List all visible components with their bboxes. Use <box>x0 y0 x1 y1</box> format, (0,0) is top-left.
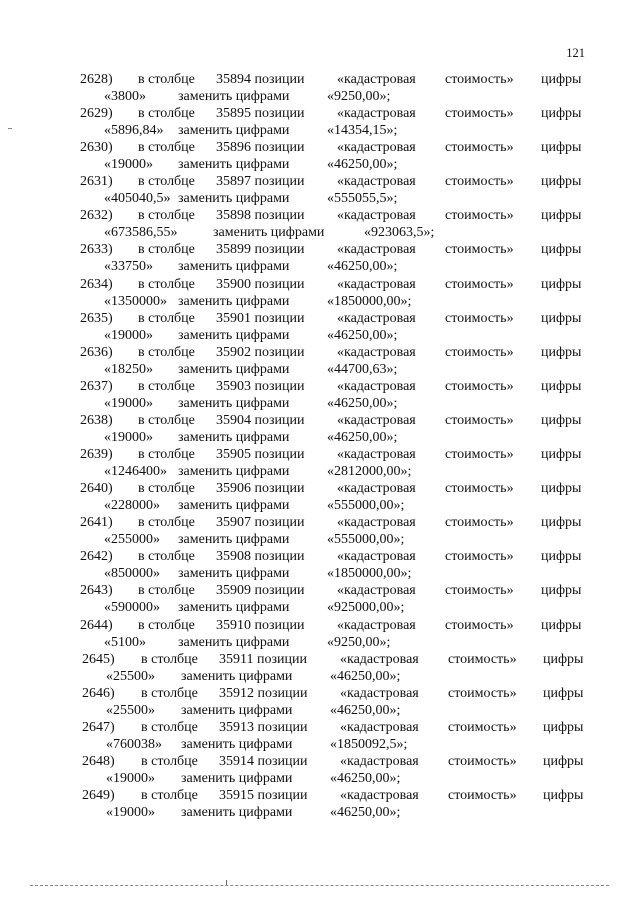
amendment-item <box>0 686 639 720</box>
amendment-item <box>0 174 639 208</box>
replace-phrase: заменить цифрами <box>178 191 290 207</box>
column-phrase: в столбце <box>138 276 195 292</box>
old-value: «850000» <box>104 566 160 582</box>
replace-phrase: заменить цифрами <box>178 429 290 445</box>
item-number: 2630) <box>80 140 113 156</box>
position-code: 35894 позиции <box>216 72 305 87</box>
column-phrase: в столбце <box>138 549 195 565</box>
item-number: 2641) <box>80 515 113 531</box>
field-name-start: «кадастровая <box>337 276 416 292</box>
column-phrase: в столбце <box>141 753 198 769</box>
field-name-end: стоимость» <box>445 447 514 463</box>
old-value: «19000» <box>106 770 155 786</box>
item-number: 2632) <box>80 208 113 224</box>
old-value: «255000» <box>104 532 160 548</box>
field-name-start: «кадастровая <box>337 242 416 258</box>
field-name-end: стоимость» <box>445 276 514 292</box>
digits-word: цифры <box>541 242 582 258</box>
position-code: 35903 позиции <box>216 378 305 394</box>
replace-phrase: заменить цифрами <box>178 395 290 411</box>
field-name-start: «кадастровая <box>340 685 419 701</box>
field-name-start: «кадастровая <box>337 412 416 428</box>
new-value: «46250,00»; <box>330 702 401 718</box>
position-code: 35910 позиции <box>216 617 305 633</box>
field-name-end: стоимость» <box>448 719 517 735</box>
page-number: 121 <box>566 46 585 60</box>
digits-word: цифры <box>543 719 584 735</box>
amendment-item <box>0 788 639 822</box>
field-name-start: «кадастровая <box>337 481 416 497</box>
digits-word: цифры <box>543 685 584 701</box>
amendment-item <box>0 481 639 515</box>
column-phrase: в столбце <box>138 140 195 156</box>
column-phrase: в столбце <box>141 651 198 667</box>
field-name-start: «кадастровая <box>337 378 416 394</box>
item-number: 2629) <box>80 106 113 122</box>
amendment-item <box>0 106 639 140</box>
item-number: 2638) <box>80 412 113 428</box>
field-name-start: «кадастровая <box>340 787 419 803</box>
amendment-item <box>0 618 639 652</box>
field-name-start: «кадастровая <box>340 753 419 769</box>
old-value: «228000» <box>104 498 160 514</box>
item-number: 2645) <box>82 651 115 667</box>
replace-phrase: заменить цифрами <box>181 804 293 820</box>
field-name-end: стоимость» <box>448 787 517 803</box>
replace-phrase: заменить цифрами <box>178 123 290 139</box>
replace-phrase: заменить цифрами <box>178 293 290 309</box>
field-name-start: «кадастровая <box>340 719 419 735</box>
digits-word: цифры <box>541 617 582 633</box>
amendment-item <box>0 515 639 549</box>
item-number: 2646) <box>82 685 115 701</box>
amendment-item <box>0 379 639 413</box>
item-number: 2628) <box>80 72 113 87</box>
amendment-item <box>0 754 639 788</box>
amendment-item <box>0 720 639 754</box>
old-value: «25500» <box>106 668 155 684</box>
new-value: «1850000,00»; <box>327 293 412 309</box>
item-number: 2633) <box>80 242 113 258</box>
new-value: «44700,63»; <box>327 361 398 377</box>
new-value: «46250,00»; <box>330 804 401 820</box>
position-code: 35899 позиции <box>216 242 305 258</box>
field-name-end: стоимость» <box>448 651 517 667</box>
new-value: «14354,15»; <box>327 123 398 139</box>
item-number: 2639) <box>80 447 113 463</box>
amendment-item <box>0 311 639 345</box>
column-phrase: в столбце <box>138 208 195 224</box>
column-phrase: в столбце <box>138 310 195 326</box>
position-code: 35902 позиции <box>216 344 305 360</box>
digits-word: цифры <box>543 753 584 769</box>
position-code: 35908 позиции <box>216 549 305 565</box>
old-value: «19000» <box>104 157 153 173</box>
position-code: 35909 позиции <box>216 583 305 599</box>
new-value: «923063,5»; <box>364 225 435 241</box>
replace-phrase: заменить цифрами <box>178 361 290 377</box>
field-name-end: стоимость» <box>445 549 514 565</box>
digits-word: цифры <box>541 447 582 463</box>
digits-word: цифры <box>541 583 582 599</box>
new-value: «1850092,5»; <box>330 736 408 752</box>
column-phrase: в столбце <box>138 481 195 497</box>
amendment-list <box>0 72 639 822</box>
new-value: «46250,00»; <box>327 395 398 411</box>
old-value: «3800» <box>104 89 146 104</box>
field-name-end: стоимость» <box>445 583 514 599</box>
column-phrase: в столбце <box>138 174 195 190</box>
digits-word: цифры <box>541 72 582 87</box>
amendment-item <box>0 583 639 617</box>
field-name-start: «кадастровая <box>337 106 416 122</box>
field-name-start: «кадастровая <box>337 344 416 360</box>
position-code: 35901 позиции <box>216 310 305 326</box>
digits-word: цифры <box>541 310 582 326</box>
amendment-item <box>0 140 639 174</box>
item-number: 2642) <box>80 549 113 565</box>
amendment-item <box>0 242 639 276</box>
column-phrase: в столбце <box>138 72 195 87</box>
digits-word: цифры <box>541 515 582 531</box>
amendment-item <box>0 345 639 379</box>
field-name-end: стоимость» <box>445 481 514 497</box>
digits-word: цифры <box>541 208 582 224</box>
field-name-end: стоимость» <box>445 242 514 258</box>
old-value: «18250» <box>104 361 153 377</box>
old-value: «19000» <box>104 395 153 411</box>
field-name-end: стоимость» <box>445 140 514 156</box>
position-code: 35915 позиции <box>219 787 308 803</box>
replace-phrase: заменить цифрами <box>181 736 293 752</box>
position-code: 35914 позиции <box>219 753 308 769</box>
digits-word: цифры <box>541 549 582 565</box>
digits-word: цифры <box>541 412 582 428</box>
replace-phrase: заменить цифрами <box>178 600 290 616</box>
replace-phrase: заменить цифрами <box>178 259 290 275</box>
position-code: 35913 позиции <box>219 719 308 735</box>
position-code: 35912 позиции <box>219 685 308 701</box>
new-value: «555055,5»; <box>327 191 398 207</box>
amendment-item <box>0 447 639 481</box>
field-name-end: стоимость» <box>445 72 514 87</box>
column-phrase: в столбце <box>138 583 195 599</box>
field-name-start: «кадастровая <box>337 583 416 599</box>
position-code: 35895 позиции <box>216 106 305 122</box>
amendment-item <box>0 549 639 583</box>
field-name-end: стоимость» <box>448 685 517 701</box>
item-number: 2635) <box>80 310 113 326</box>
scan-edge-line <box>30 885 609 886</box>
old-value: «25500» <box>106 702 155 718</box>
new-value: «2812000,00»; <box>327 464 412 480</box>
new-value: «46250,00»; <box>327 429 398 445</box>
replace-phrase: заменить цифрами <box>213 225 325 241</box>
field-name-end: стоимость» <box>448 753 517 769</box>
field-name-end: стоимость» <box>445 412 514 428</box>
item-number: 2631) <box>80 174 113 190</box>
replace-phrase: заменить цифрами <box>178 634 290 650</box>
replace-phrase: заменить цифрами <box>178 157 290 173</box>
field-name-start: «кадастровая <box>337 174 416 190</box>
replace-phrase: заменить цифрами <box>181 770 293 786</box>
new-value: «46250,00»; <box>330 668 401 684</box>
field-name-start: «кадастровая <box>337 140 416 156</box>
position-code: 35900 позиции <box>216 276 305 292</box>
field-name-end: стоимость» <box>445 617 514 633</box>
digits-word: цифры <box>541 106 582 122</box>
old-value: «760038» <box>106 736 162 752</box>
new-value: «46250,00»; <box>327 259 398 275</box>
amendment-item <box>0 72 639 106</box>
new-value: «925000,00»; <box>327 600 405 616</box>
item-number: 2647) <box>82 719 115 735</box>
field-name-end: стоимость» <box>445 378 514 394</box>
column-phrase: в столбце <box>138 378 195 394</box>
field-name-start: «кадастровая <box>337 72 416 87</box>
position-code: 35897 позиции <box>216 174 305 190</box>
item-number: 2634) <box>80 276 113 292</box>
replace-phrase: заменить цифрами <box>178 464 290 480</box>
old-value: «1246400» <box>104 464 167 480</box>
column-phrase: в столбце <box>141 787 198 803</box>
field-name-end: стоимость» <box>445 310 514 326</box>
replace-phrase: заменить цифрами <box>178 532 290 548</box>
amendment-item <box>0 208 639 242</box>
new-value: «46250,00»; <box>327 327 398 343</box>
position-code: 35907 позиции <box>216 515 305 531</box>
old-value: «405040,5» <box>104 191 171 207</box>
replace-phrase: заменить цифрами <box>178 498 290 514</box>
field-name-end: стоимость» <box>445 515 514 531</box>
scan-edge-tick <box>226 880 227 885</box>
new-value: «9250,00»; <box>327 89 391 104</box>
replace-phrase: заменить цифрами <box>178 566 290 582</box>
position-code: 35904 позиции <box>216 412 305 428</box>
new-value: «46250,00»; <box>327 157 398 173</box>
field-name-end: стоимость» <box>445 344 514 360</box>
new-value: «555000,00»; <box>327 532 405 548</box>
replace-phrase: заменить цифрами <box>178 327 290 343</box>
position-code: 35911 позиции <box>219 651 307 667</box>
digits-word: цифры <box>541 378 582 394</box>
column-phrase: в столбце <box>138 344 195 360</box>
amendment-item <box>0 652 639 686</box>
column-phrase: в столбце <box>138 242 195 258</box>
position-code: 35906 позиции <box>216 481 305 497</box>
new-value: «46250,00»; <box>330 770 401 786</box>
item-number: 2636) <box>80 344 113 360</box>
new-value: «1850000,00»; <box>327 566 412 582</box>
new-value: «555000,00»; <box>327 498 405 514</box>
field-name-end: стоимость» <box>445 106 514 122</box>
field-name-start: «кадастровая <box>337 515 416 531</box>
digits-word: цифры <box>541 276 582 292</box>
digits-word: цифры <box>541 481 582 497</box>
column-phrase: в столбце <box>138 447 195 463</box>
replace-phrase: заменить цифрами <box>181 702 293 718</box>
item-number: 2644) <box>80 617 113 633</box>
field-name-start: «кадастровая <box>337 617 416 633</box>
column-phrase: в столбце <box>141 719 198 735</box>
field-name-start: «кадастровая <box>340 651 419 667</box>
old-value: «33750» <box>104 259 153 275</box>
replace-phrase: заменить цифрами <box>181 668 293 684</box>
replace-phrase: заменить цифрами <box>178 89 290 104</box>
old-value: «5100» <box>104 634 146 650</box>
old-value: «1350000» <box>104 293 167 309</box>
position-code: 35898 позиции <box>216 208 305 224</box>
column-phrase: в столбце <box>138 106 195 122</box>
new-value: «9250,00»; <box>327 634 391 650</box>
item-number: 2643) <box>80 583 113 599</box>
digits-word: цифры <box>541 140 582 156</box>
digits-word: цифры <box>543 651 584 667</box>
position-code: 35905 позиции <box>216 447 305 463</box>
item-number: 2637) <box>80 378 113 394</box>
field-name-end: стоимость» <box>445 208 514 224</box>
item-number: 2649) <box>82 787 115 803</box>
position-code: 35896 позиции <box>216 140 305 156</box>
item-number: 2640) <box>80 481 113 497</box>
old-value: «673586,55» <box>104 225 178 241</box>
old-value: «19000» <box>106 804 155 820</box>
column-phrase: в столбце <box>138 515 195 531</box>
column-phrase: в столбце <box>141 685 198 701</box>
old-value: «19000» <box>104 429 153 445</box>
amendment-item <box>0 277 639 311</box>
old-value: «19000» <box>104 327 153 343</box>
digits-word: цифры <box>543 787 584 803</box>
column-phrase: в столбце <box>138 617 195 633</box>
old-value: «590000» <box>104 600 160 616</box>
field-name-start: «кадастровая <box>337 310 416 326</box>
column-phrase: в столбце <box>138 412 195 428</box>
old-value: «5896,84» <box>104 123 164 139</box>
field-name-start: «кадастровая <box>337 549 416 565</box>
item-number: 2648) <box>82 753 115 769</box>
field-name-end: стоимость» <box>445 174 514 190</box>
field-name-start: «кадастровая <box>337 447 416 463</box>
digits-word: цифры <box>541 174 582 190</box>
digits-word: цифры <box>541 344 582 360</box>
amendment-item <box>0 413 639 447</box>
field-name-start: «кадастровая <box>337 208 416 224</box>
